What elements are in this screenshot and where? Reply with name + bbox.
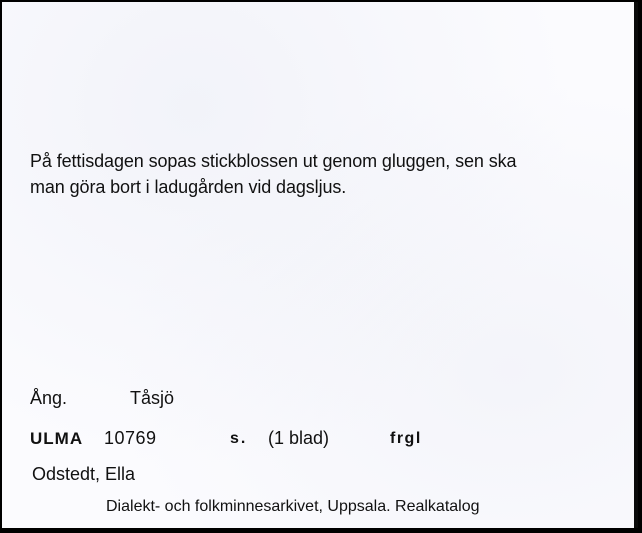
ang-label: Ång. <box>30 388 68 408</box>
body-line-2: man göra bort i ladugården vid dagsljus. <box>30 177 347 197</box>
body-line-1: På fettisdagen sopas stickblossen ut genom gluggen, sen ska <box>30 151 517 171</box>
blad-count: (1 blad) <box>268 428 330 448</box>
ang-value: Tåsjö <box>130 388 175 408</box>
scan-edge <box>634 2 638 528</box>
archive-card <box>2 2 638 528</box>
archive-footer: Dialekt- och folkminnesarkivet, Uppsala. Realkatalog <box>106 498 480 515</box>
ulma-label: ULMA <box>30 429 84 448</box>
informant-name: Odstedt, Ella <box>32 464 136 484</box>
frgl-label: frgl <box>390 430 422 447</box>
ulma-number: 10769 <box>104 428 157 448</box>
s-label: s. <box>230 430 248 447</box>
card-body-text <box>30 148 620 200</box>
